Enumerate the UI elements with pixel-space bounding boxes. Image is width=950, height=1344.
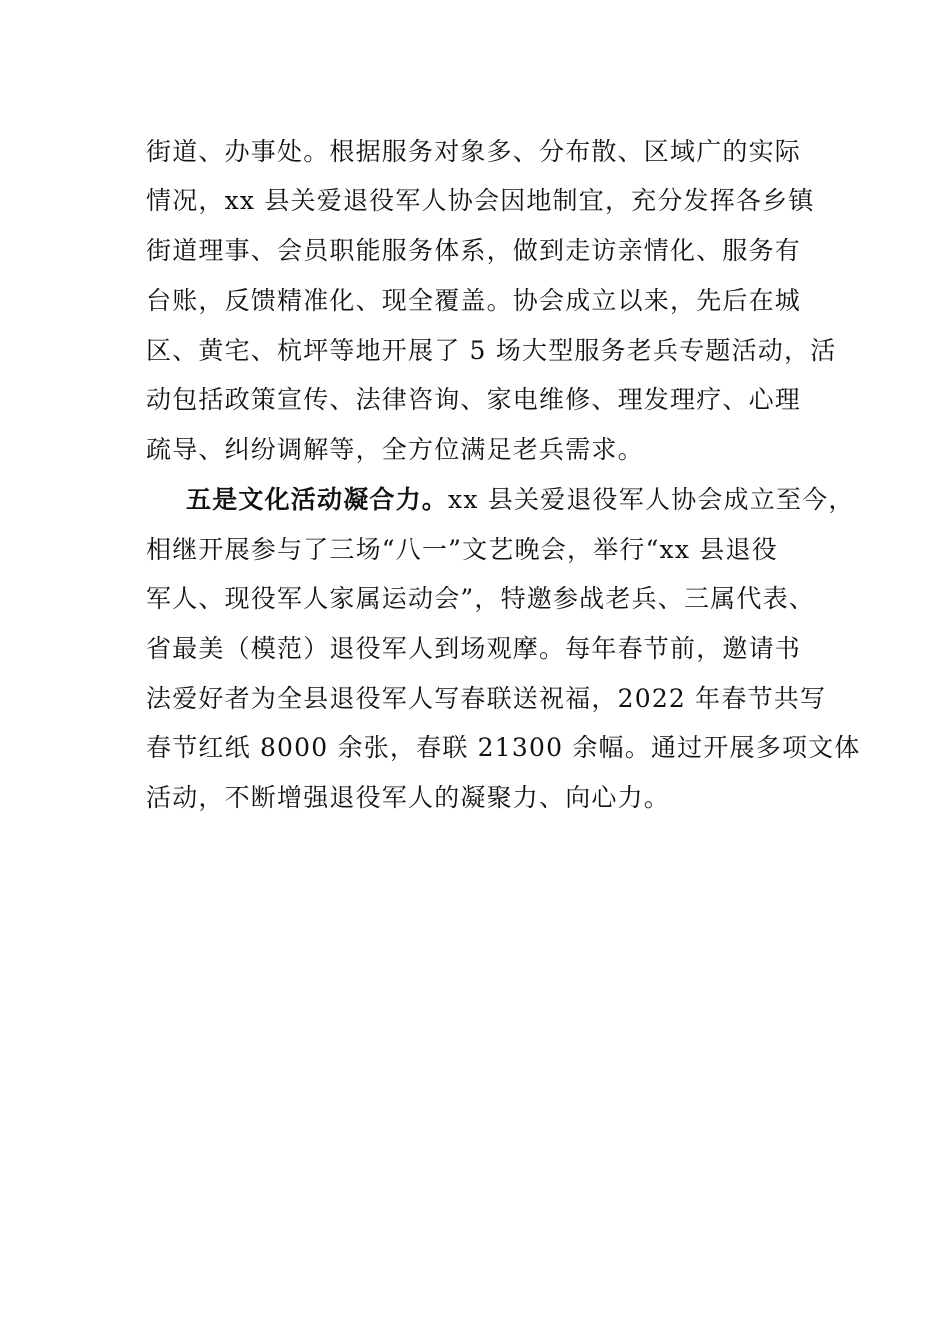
paragraph-line: 相继开展参与了三场“八一”文艺晚会，举行“xx 县退役	[146, 535, 778, 564]
paragraph-line: 台账，反馈精准化、现全覆盖。协会成立以来，先后在城	[146, 286, 802, 315]
paragraph-text: xx 县关爱退役军人协会成立至今，	[448, 485, 855, 514]
paragraph-line: 疏导、纠纷调解等，全方位满足老兵需求。	[146, 435, 644, 464]
paragraph-line: 街道、办事处。根据服务对象多、分布散、区域广的实际	[146, 137, 802, 166]
paragraph-line: 法爱好者为全县退役军人写春联送祝福，2022 年春节共写	[146, 684, 827, 713]
paragraph-line: 春节红纸 8000 余张，春联 21300 余幅。通过开展多项文体	[146, 733, 861, 762]
section-heading: 五是文化活动凝合力。	[186, 485, 449, 514]
paragraph-first-line	[186, 485, 855, 515]
paragraph-line: 街道理事、会员职能服务体系，做到走访亲情化、服务有	[146, 236, 802, 265]
paragraph-line: 省最美（模范）退役军人到场观摩。每年春节前，邀请书	[146, 634, 802, 663]
paragraph-line: 区、黄宅、杭坪等地开展了 5 场大型服务老兵专题活动，活	[146, 336, 837, 365]
paragraph-line: 情况，xx 县关爱退役军人协会因地制宜，充分发挥各乡镇	[146, 186, 815, 215]
paragraph-line: 军人、现役军人家属运动会”，特邀参战老兵、三属代表、	[146, 584, 815, 613]
paragraph-line: 活动，不断增强退役军人的凝聚力、向心力。	[146, 783, 671, 812]
paragraph-line: 动包括政策宣传、法律咨询、家电维修、理发理疗、心理	[146, 385, 802, 414]
